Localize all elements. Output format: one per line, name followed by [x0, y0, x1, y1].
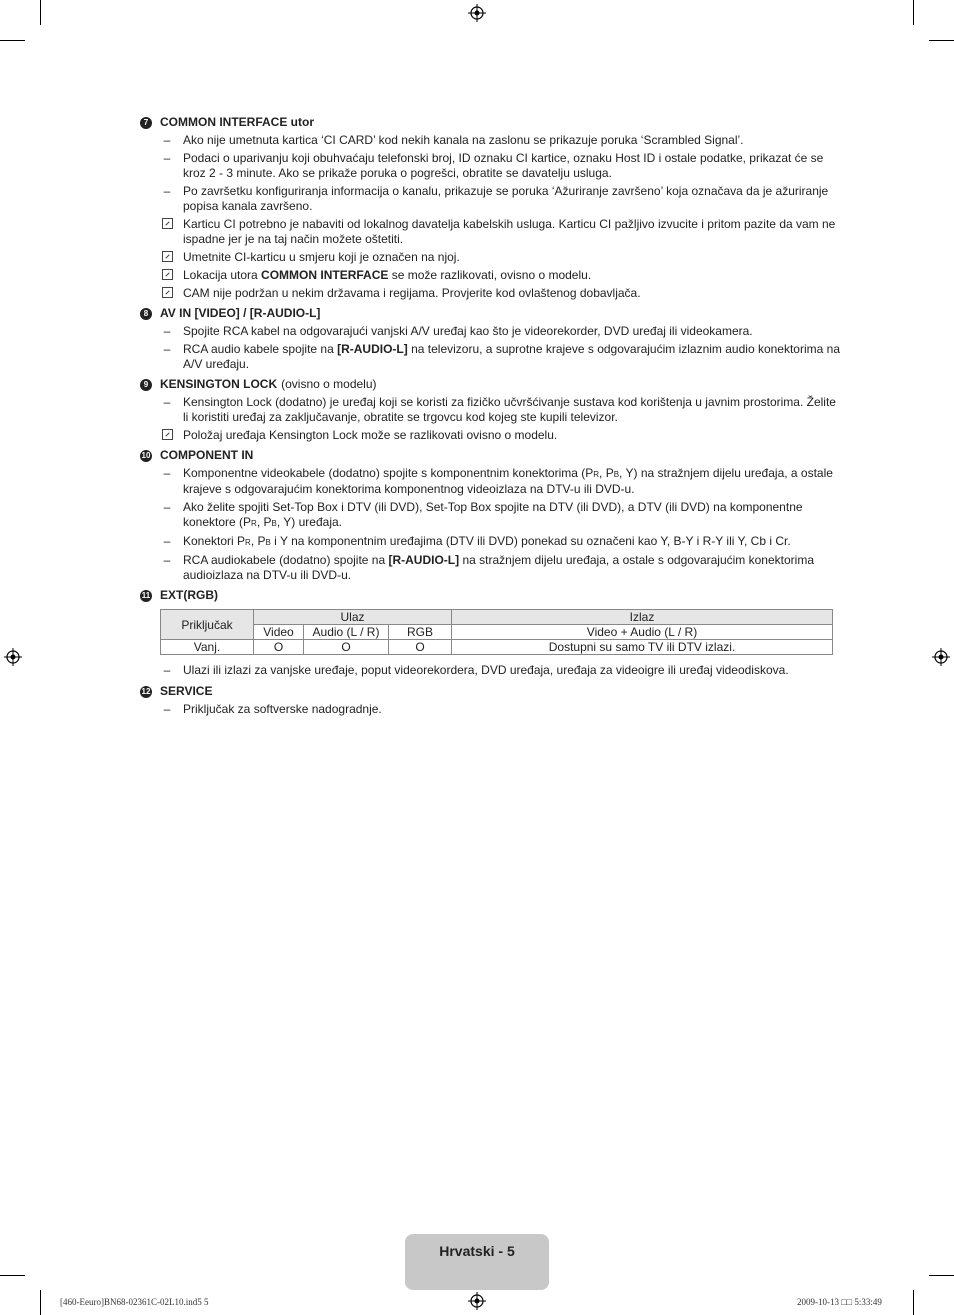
- registration-mark-icon: [468, 1292, 486, 1310]
- service-notes: [140, 702, 840, 717]
- note-icon: [157, 286, 177, 301]
- note-icon: [162, 287, 173, 298]
- section-number-icon: 7: [140, 117, 152, 129]
- crop-mark: [40, 0, 41, 25]
- item-text: Priključak za softverske nadogradnje.: [183, 702, 382, 716]
- item-text: Umetnite CI-karticu u smjeru koji je označen na njoj.: [183, 250, 460, 264]
- dash-bullet: –: [163, 534, 171, 548]
- note-icon: [162, 269, 173, 280]
- section-heading: [140, 115, 840, 130]
- section-number-icon: 10: [141, 451, 151, 460]
- section-heading: [140, 448, 840, 463]
- note-icon: [157, 268, 177, 283]
- list-item: [140, 133, 840, 148]
- dash-bullet: –: [163, 342, 171, 356]
- list-item: [140, 534, 840, 550]
- section-heading: [140, 377, 840, 392]
- section-title: SERVICE: [160, 684, 213, 698]
- section-heading: [140, 588, 840, 603]
- list-item: [140, 395, 840, 425]
- page-number: Hrvatski - 5: [439, 1243, 515, 1259]
- list-item: [140, 466, 840, 497]
- dash-bullet: –: [163, 466, 171, 480]
- crop-mark: [913, 0, 914, 25]
- section-list: [140, 115, 840, 603]
- section-number-icon: 11: [141, 591, 151, 600]
- print-slug-right: 2009-10-13 □□ 5:33:49: [797, 1297, 882, 1307]
- item-text: Ako nije umetnuta kartica ‘CI CARD’ kod nekih kanala na zaslonu se prikazuje poruka ‘Scrambled Signal’.: [183, 133, 744, 147]
- section-number-icon: 8: [140, 308, 152, 320]
- item-text: RCA audiokabele (dodatno) spojite na [R-AUDIO-L] na stražnjem dijelu uređaja, a ostale s odgovarajućim konektorima audioizlaza na DTV-u ili DVD-u.: [183, 553, 814, 582]
- table-cell: O: [254, 640, 304, 655]
- section-number-icon: 12: [141, 687, 151, 696]
- dash-bullet: –: [163, 663, 171, 677]
- item-text: Položaj uređaja Kensington Lock može se razlikovati ovisno o modelu.: [183, 428, 558, 442]
- dash-bullet: –: [163, 553, 171, 567]
- item-text: Komponentne videokabele (dodatno) spojite s komponentnim konektorima (PR, PB, Y) na stražnjem dijelu uređaja, a ostale krajeve s odgovarajućim konektorima komponentnog videoizlaza na DTV-u ili DVD-u.: [183, 466, 833, 496]
- manual-content: [140, 110, 840, 720]
- crop-mark: [929, 1275, 954, 1276]
- list-item: [140, 553, 840, 583]
- print-slug-left: [460-Eeuro]BN68-02361C-02L10.ind5 5: [60, 1297, 209, 1307]
- list-item: [140, 500, 840, 531]
- section-title: KENSINGTON LOCK: [160, 377, 278, 391]
- item-text: Ako želite spojiti Set-Top Box i DTV (ili DVD), Set-Top Box spojite na DTV (ili DVD), a DTV (ili DVD) na komponentne konektore (PR, PB, Y) uređaja.: [183, 500, 803, 529]
- registration-mark-icon: [932, 648, 950, 666]
- table-cell: O: [389, 640, 452, 655]
- dash-bullet: –: [163, 500, 171, 514]
- note-icon: [162, 218, 173, 229]
- section-number-icon: 9: [140, 379, 152, 391]
- section-title: COMMON INTERFACE utor: [160, 115, 314, 129]
- item-text: Podaci o uparivanju koji obuhvaćaju telefonski broj, ID oznaku CI kartice, oznaku Host ID i ostale podatke, prikazat će se kroz 2 - 3 minute. Ako se prikaže poruka o pogrešci, obratite se davatelju usluga.: [183, 151, 824, 180]
- dash-bullet: –: [163, 324, 171, 338]
- note-icon: [162, 429, 173, 440]
- note-icon: [157, 217, 177, 247]
- table-sub-output: Video + Audio (L / R): [452, 625, 833, 640]
- item-text: Kensington Lock (dodatno) je uređaj koji se koristi za fizičko učvršćivanje sustava kod korištenja u javnim prostorima. Želite li koristiti uređaj za zaključavanje, obratite se trgovcu kod kojeg ste kupili televizor.: [183, 395, 836, 424]
- item-text: Konektori PR, PB i Y na komponentnim uređajima (DTV ili DVD) ponekad su označeni kao Y, B-Y i R-Y ili Y, Cb i Cr.: [183, 534, 791, 548]
- note-item: [140, 428, 840, 443]
- item-text: CAM nije podržan u nekim državama i regijama. Provjerite kod ovlaštenog dobavljača.: [183, 286, 641, 300]
- section-heading: [140, 684, 840, 699]
- dash-bullet: –: [163, 395, 171, 409]
- crop-mark: [929, 40, 954, 41]
- table-input-header: Ulaz: [254, 610, 452, 625]
- table-row: [161, 640, 833, 655]
- crop-mark: [40, 1290, 41, 1315]
- list-item: [140, 342, 840, 372]
- section-title: AV IN [VIDEO] / [R-AUDIO-L]: [160, 306, 321, 320]
- table-row-label: Vanj.: [161, 640, 254, 655]
- item-text: Spojite RCA kabel na odgovarajući vanjski A/V uređaj kao što je videorekorder, DVD uređaj ili videokamera.: [183, 324, 753, 338]
- list-item: [140, 151, 840, 181]
- dash-bullet: –: [163, 133, 171, 147]
- list-item: [140, 184, 840, 214]
- dash-bullet: –: [163, 702, 171, 716]
- ext-rgb-table: [160, 609, 833, 655]
- ext-notes: [140, 663, 840, 678]
- registration-mark-icon: [468, 4, 486, 22]
- section-title-suffix: (ovisno o modelu): [281, 377, 377, 391]
- note-icon: [162, 251, 173, 262]
- table-row-header: Priključak: [161, 610, 254, 640]
- note-item: [140, 268, 840, 283]
- dash-bullet: –: [163, 151, 171, 165]
- registration-mark-icon: [4, 648, 22, 666]
- table-sub-audio: Audio (L / R): [304, 625, 389, 640]
- note-icon: [157, 250, 177, 265]
- item-text: RCA audio kabele spojite na [R-AUDIO-L] na televizoru, a suprotne krajeve s odgovarajućim izlaznim audio konektorima na A/V uređaju.: [183, 342, 840, 371]
- table-cell: O: [304, 640, 389, 655]
- note-item: [140, 250, 840, 265]
- crop-mark: [913, 1290, 914, 1315]
- table-cell: Dostupni su samo TV ili DTV izlazi.: [452, 640, 833, 655]
- dash-bullet: –: [163, 184, 171, 198]
- item-text: Po završetku konfiguriranja informacija o kanalu, prikazuje se poruka ‘Ažuriranje završeno’ koja označava da je ažuriranje popisa kanala završeno.: [183, 184, 829, 213]
- section-heading: [140, 306, 840, 321]
- list-item: [140, 324, 840, 339]
- item-text: Karticu CI potrebno je nabaviti od lokalnog davatelja kabelskih usluga. Karticu CI pažljivo izvucite i pritom pazite da vam ne ispadne jer je na taj način možete oštetiti.: [183, 217, 836, 246]
- note-item: [140, 217, 840, 247]
- list-item: [140, 663, 840, 678]
- table-output-header: Izlaz: [452, 610, 833, 625]
- note-icon: [157, 428, 177, 443]
- table-sub-rgb: RGB: [389, 625, 452, 640]
- note-item: [140, 286, 840, 301]
- crop-mark: [0, 1275, 25, 1276]
- table-sub-video: Video: [254, 625, 304, 640]
- section-title: EXT(RGB): [160, 588, 218, 602]
- item-text: Ulazi ili izlazi za vanjske uređaje, poput videorekordera, DVD uređaja, uređaja za videoigre ili uređaj videodiskova.: [183, 663, 789, 677]
- section-title: COMPONENT IN: [160, 448, 254, 462]
- list-item: [140, 702, 840, 717]
- item-text: Lokacija utora COMMON INTERFACE se može razlikovati, ovisno o modelu.: [183, 268, 592, 282]
- crop-mark: [0, 40, 25, 41]
